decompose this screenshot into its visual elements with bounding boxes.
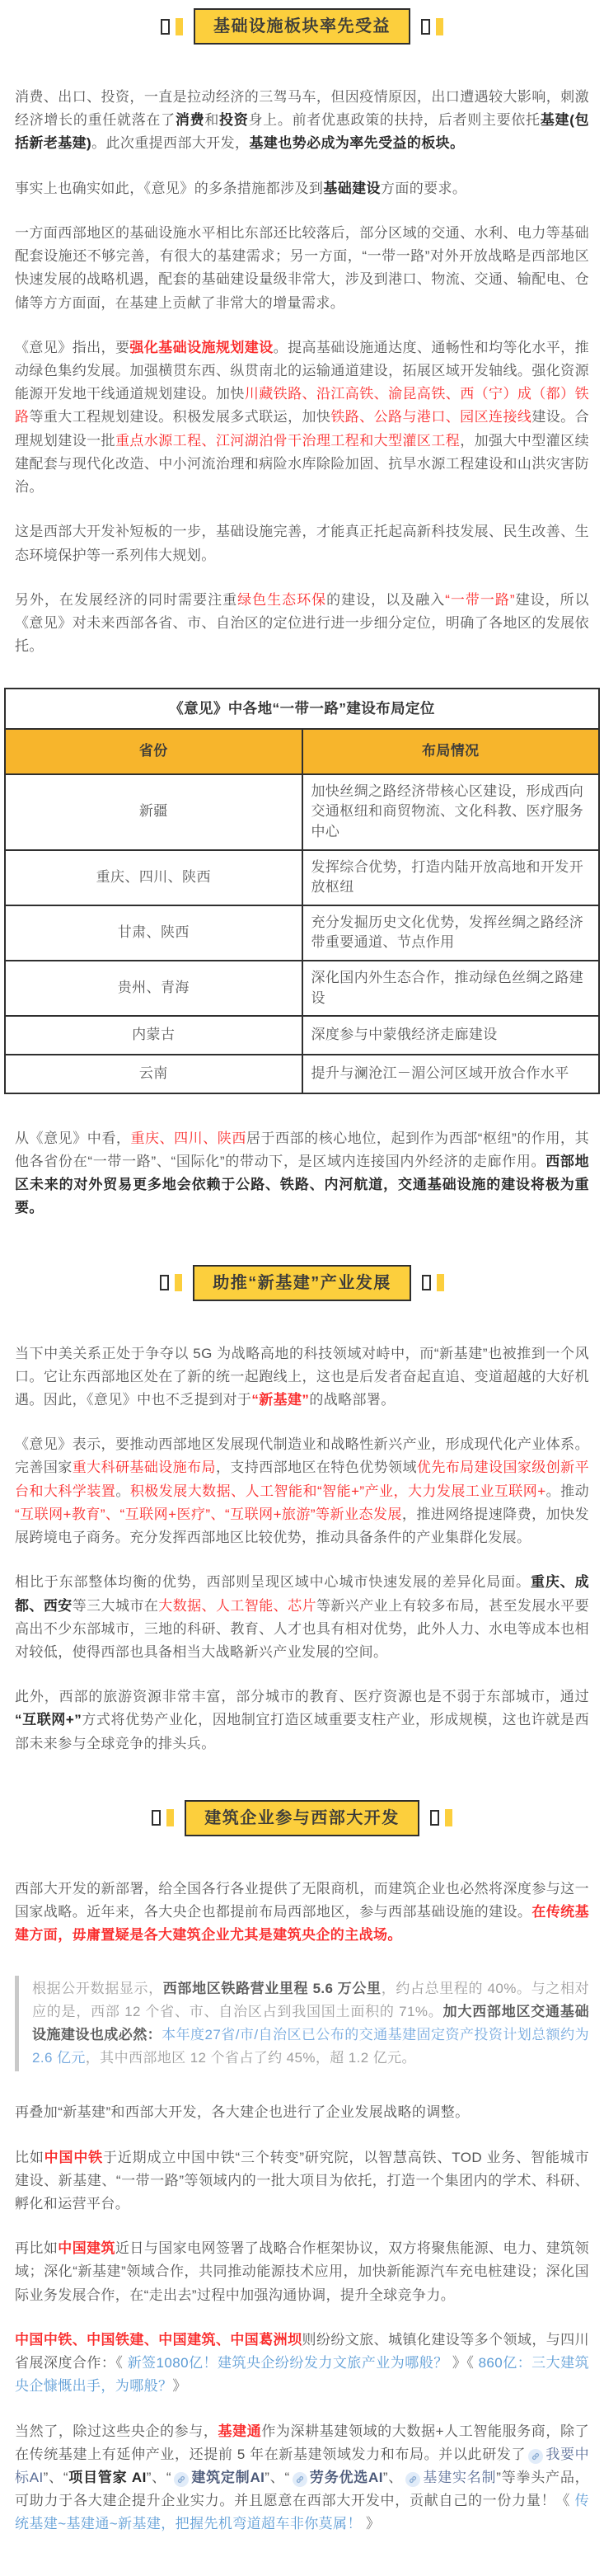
paragraph (15, 177, 589, 200)
text-segment: 绿色生态环保 (237, 591, 327, 608)
text-segment: 铁路、公路与港口、园区连接线 (330, 409, 532, 425)
section-badge: 建筑企业参与西部大开发 (185, 1800, 419, 1836)
paragraph (15, 1433, 589, 1549)
text-segment: ”、 (382, 2470, 404, 2485)
text-segment: 近日与国家电网签署了战略合作框架协议，双方将聚焦能源、电力、建筑领域；深化“新基建”领域合作，共同推动能源技术应用，加快新能源汽车充电桩建设；深化国际业务发展合作，在“走出去”过程中加强沟通协调，提升全球竞争力。 (15, 2240, 589, 2303)
text-segment: 本年度27省/市/自治区已公布的交通基建固定资产投资计划总额约为 2.6 亿元 (32, 2026, 589, 2066)
text-segment: 》 (172, 2378, 187, 2395)
text-segment: 的建设，以及融入 (326, 591, 446, 608)
table-row (5, 905, 599, 961)
layout-desc-cell: 加快丝绸之路经济带核心区建设，形成西向交通枢纽和商贸物流、文化科教、医疗服务中心 (302, 774, 600, 850)
paragraph (15, 520, 589, 566)
text-segment: 再叠加“新基建”和西部大开发，各大建企也进行了企业发展战略的调整。 (15, 2104, 470, 2121)
table-row (5, 961, 599, 1016)
text-segment: 的战略部署。 (309, 1392, 396, 1408)
text-segment: ，约占总里程的 40%。与之相对应的是，西部 12 个省、市、自治区占到我国国土面积的 71%。 (32, 1980, 589, 2019)
text-segment: 西部地区铁路营业里程 5.6 万公里 (162, 1980, 382, 1996)
badge-decor-hollow-bar (421, 19, 430, 35)
paragraph (15, 2420, 589, 2536)
text-segment: 这是西部大开发补短板的一步，基础设施完善，才能真正托起高新科技发展、民生改善、生态环境保护等一系列伟大规划。 (15, 524, 589, 563)
text-segment: 相比于东部整体均衡的优势，西部则呈现区域中心城市快速发展的差异化局面。 (15, 1574, 531, 1591)
paragraph (15, 2146, 589, 2216)
text-segment: 消费、出口、投资，一直是拉动经济的三驾马车，但因疫情原因，出口遭遇较大影响，刺激经济增长的重任就落在了 (15, 89, 589, 129)
text-segment: 建设。合理规划建设一批 (15, 409, 589, 449)
text-segment: 从《意见》中看， (15, 1130, 131, 1146)
section-badge-row (0, 1800, 604, 1836)
text-segment: 重庆、四川、陕西 (130, 1130, 246, 1146)
text-segment: 则纷纷文旅、城镇化建设等多个领域，与四川省展深度合作：《 (15, 2331, 590, 2372)
paragraph (15, 1571, 589, 1664)
text-segment: 居于西部的核心地位，起到作为西部“枢纽”的作用，其他各省份在“一带一路”、“国际化”的带动下，是区域内连接国内外经济的走廊作用。 (15, 1130, 589, 1169)
product-link[interactable]: 建筑定制AI (190, 2470, 265, 2485)
table-header-cell: 省份 (5, 729, 302, 773)
province-cell: 新疆 (5, 774, 302, 850)
text-segment: 重点水源工程、江河湖泊骨干治理工程和大型灌区工程 (115, 432, 461, 449)
text-segment: ”、“ (146, 2470, 171, 2485)
badge-decor-solid-bar (176, 18, 183, 35)
text-segment: 《意见》指出，要 (15, 339, 130, 355)
text-segment: ”、“ (43, 2470, 68, 2485)
text-segment: 基础建设 (323, 180, 381, 196)
paragraph (15, 1127, 589, 1220)
section-badge: 助推“新基建”产业发展 (193, 1265, 411, 1301)
table-row (5, 1016, 599, 1055)
text-segment: 西部地区未来的对外贸易更多地会依赖于公路、铁路、内河航道，交通基础设施的建设将极为重要。 (15, 1153, 589, 1216)
text-segment: “互联网+教育”、“互联网+医疗”、“互联网+旅游”等新业态发展 (15, 1506, 402, 1522)
layout-desc-cell: 发挥综合优势，打造内陆开放高地和开发开放枢纽 (302, 850, 600, 905)
paragraph (15, 589, 589, 659)
text-segment: 再比如 (15, 2240, 59, 2257)
section-badge-row (0, 8, 604, 45)
text-segment: 方面的要求。 (380, 180, 467, 196)
text-segment: 优先布局建设国家级创新平台和大科学装置 (15, 1460, 589, 1499)
badge-decor-hollow-bar (160, 1275, 169, 1290)
text-segment: 基建通 (218, 2423, 262, 2439)
paragraph (15, 336, 589, 500)
text-segment: 另外，在发展经济的同时需要注重 (15, 591, 238, 608)
text-segment: 大数据、人工智能、芯片 (158, 1597, 316, 1614)
link-icon[interactable] (174, 2472, 189, 2487)
badge-decor-hollow-bar (422, 1275, 431, 1290)
province-cell: 云南 (5, 1055, 302, 1093)
text-segment: 建设，所以《意见》对未来西部各省、市、自治区的定位进行进一步细分定位，明确了各地区的发展依托。 (15, 591, 590, 655)
text-segment: 消费 (175, 112, 205, 129)
text-segment: 《意见》表示，要推动西部地区发展现代制造业和战略性新兴产业，形成现代化产业体系。完善国家 (15, 1436, 589, 1476)
text-segment: 。推动 (545, 1483, 590, 1499)
table-row (5, 850, 599, 905)
text-segment: 重庆、成都、西安 (15, 1574, 589, 1614)
text-segment: “一带一路” (445, 591, 515, 608)
text-segment: ，其中西部地区 12 个省占了约 45%，超 1.2 亿元。 (85, 2050, 416, 2066)
layout-desc-cell: 充分发掘历史文化优势，发挥丝绸之路经济带重要通道、节点作用 (302, 905, 600, 961)
text-segment: 根据公开数据显示， (32, 1980, 163, 1996)
badge-decor-solid-bar (436, 18, 443, 35)
text-segment: 等新兴产业上有较多布局，甚至发展水平要高出不少东部城市，三地的科研、教育、人才也具有相对优势，此外人力、水电等成本也相对较低，使得西部也具备相当大战略新兴产业发展的空间。 (15, 1597, 589, 1660)
text-segment: 重大科研基础设施布局 (72, 1460, 216, 1476)
link-icon[interactable] (405, 2472, 420, 2487)
text-segment: 等重大工程规划建设。积极发展多式联运，加快 (29, 409, 331, 425)
text-segment: 。此次重提西部大开发， (91, 135, 250, 152)
section-badge: 基础设施板块率先受益 (194, 8, 410, 45)
text-segment: 基建也势必成为率先受益的板块。 (249, 135, 465, 152)
section-badge-row (0, 1265, 604, 1301)
text-segment: 》《 (447, 2355, 479, 2372)
paragraph (15, 222, 589, 315)
table-row (5, 774, 599, 850)
product-link[interactable]: 我要中标AI (15, 2446, 589, 2485)
text-segment: 。提高基础设施通达度、通畅性和均等化水平，推动绿色集约发展。加强横贯东西、纵贯南北的运输通道建设，拓展区域开发轴线。强化资源能源开发地干线通道规划建设。加快 (15, 339, 590, 402)
table-row (5, 1055, 599, 1093)
product-link[interactable]: 基建实名制 (423, 2470, 497, 2485)
text-segment: ，支持西部地区在特色优势领域 (215, 1460, 417, 1476)
text-segment: 此外，西部的旅游资源非常丰富，部分城市的教育、医疗资源也是不弱于东部城市，通过 (15, 1689, 589, 1705)
badge-decor-hollow-bar (430, 1810, 439, 1826)
text-segment: 中国建筑 (58, 2240, 115, 2257)
text-segment: ，加强大中型灌区续建配套与现代化改造、中小河流治理和病险水库除险加固、抗旱水源工程建设和山洪灾害防治。 (15, 432, 589, 496)
table-header-cell: 布局情况 (302, 729, 600, 773)
text-segment: 方式将优势产业化，因地制宜打造区域重要支柱产业，形成规模，这也许就是西部未来参与全球竞争的排头兵。 (15, 1712, 590, 1751)
text-segment: 当下中美关系正处于争夺以 5G 为战略高地的科技领域对峙中，而“新基建”也被推到一个风口。它让东西部地区处在了新的统一起跑线上，这也是后发者奋起直追、变道超越的大好机遇。因此，《意见》中也不乏提到对于 (15, 1345, 589, 1408)
text-segment: ，推进网络提速降费，加快发展跨境电子商务。充分发挥西部地区比较优势，推动具备条件的产业集群化发展。 (15, 1506, 589, 1546)
paragraph (15, 2237, 589, 2307)
product-link[interactable]: 劳务优选AI (309, 2470, 383, 2485)
badge-decor-solid-bar (175, 1274, 182, 1291)
text-segment: 。 (115, 1483, 130, 1499)
province-cell: 内蒙古 (5, 1016, 302, 1055)
badge-decor-solid-bar (437, 1274, 444, 1291)
related-article-link[interactable]: 新签1080亿！建筑央企纷纷发力文旅产业为哪般？ (127, 2355, 448, 2372)
paragraph (15, 1685, 589, 1756)
badge-decor-hollow-bar (161, 19, 170, 35)
province-cell: 贵州、青海 (5, 961, 302, 1016)
link-icon[interactable] (528, 2449, 543, 2464)
text-segment: 作为深耕基建领域的大数据+人工智能服务商，除了在传统基建上有延伸产业，还提前 5 年在新基建领域发力和布局。并以此研发了 (15, 2423, 589, 2462)
blockquote (15, 1976, 589, 2072)
province-cell: 重庆、四川、陕西 (5, 850, 302, 905)
text-segment: 项目管家 AI (68, 2470, 147, 2485)
text-segment: 等三大城市在 (72, 1597, 159, 1614)
paragraph (15, 2329, 589, 2399)
text-segment: 强化基础设施规划建设 (129, 339, 274, 355)
text-segment: 中国中铁、中国铁建、中国建筑、中国葛洲坝 (15, 2331, 302, 2348)
text-segment: 一方面西部地区的基础设施水平相比东部还比较落后，部分区域的交通、水利、电力等基础配套设施还不够完善，有很大的基建需求；另一方面，“一带一路”对外开放战略是西部地区快速发展的战略机遇，配套的基础建设量级非常大，涉及到港口、物流、交通、输配电、仓储等方方面面，在基建上贡献了非常大的增量需求。 (15, 224, 589, 311)
text-segment: 身上。前者优惠政策的扶持，后者则主要依托 (248, 112, 541, 129)
text-segment: 于近期成立中国中铁“三个转变”研究院，以智慧高铁、TOD 业务、智能城市建设、新基建、“一带一路”等领域内的一批大项目为依托，打造一个集团内的学术、科研、孵化和运营平台。 (15, 2149, 589, 2212)
text-segment: ”、“ (265, 2470, 290, 2485)
text-segment: 中国中铁 (44, 2149, 104, 2165)
text-segment: 事实上也确实如此，《意见》的多条措施都涉及到 (15, 180, 324, 196)
text-segment: 加大西部地区交通基础设施建设也成必然： (32, 2003, 590, 2042)
text-segment: 基建(包括新老基建) (15, 112, 589, 152)
text-segment: 当然了，除过这些央企的参与， (15, 2423, 218, 2439)
province-cell: 甘肃、陕西 (5, 905, 302, 961)
layout-desc-cell: 提升与澜沧江－湄公河区域开放合作水平 (302, 1055, 600, 1093)
paragraph (15, 2101, 589, 2124)
layout-desc-cell: 深化国内外生态合作，推动绿色丝绸之路建设 (302, 961, 600, 1016)
text-segment: “新基建” (251, 1392, 310, 1408)
paragraph (15, 86, 589, 156)
badge-decor-hollow-bar (152, 1810, 161, 1826)
paragraph (15, 1342, 589, 1413)
text-segment: 》 (361, 2516, 381, 2532)
table-title: 《意见》中各地“一带一路”建设布局定位 (5, 689, 599, 729)
text-segment: 在传统基建方面，毋庸置疑是各大建筑企业尤其是建筑央企的主战场。 (15, 1904, 589, 1944)
related-article-link[interactable]: 860亿：三大建筑央企慷慨出手，为哪般？ (15, 2355, 590, 2395)
text-segment: 和 (204, 112, 220, 129)
badge-decor-solid-bar (166, 1809, 174, 1826)
text-segment: “互联网+” (15, 1712, 82, 1728)
text-segment: 投资 (219, 112, 249, 129)
badge-decor-solid-bar (445, 1809, 452, 1826)
text-segment: 积极发展大数据、人工智能和“智能+”产业，大力发展工业互联网+ (129, 1483, 546, 1499)
text-segment: ”等拳头产品，可助力于各大建企提升企业实力。并且愿意在西部大开发中，贡献自己的一份力量！《 (15, 2470, 590, 2509)
layout-desc-cell: 深度参与中蒙俄经济走廊建设 (302, 1016, 600, 1055)
text-segment: 比如 (15, 2149, 44, 2165)
paragraph (15, 1878, 589, 1948)
belt-road-layout-table (4, 688, 600, 1093)
related-article-link[interactable]: 传统基建~基建通~新基建，把握先机弯道超车非你莫属！ (15, 2493, 589, 2532)
text-segment: 川藏铁路、沿江高铁、渝昆高铁、西（宁）成（都）铁路 (15, 386, 589, 425)
text-segment: 西部大开发的新部署，给全国各行各业提供了无限商机，而建筑企业也必然将深度参与这一国家战略。近年来，各大央企也都提前布局西部地区，参与西部基础设施的建设。 (15, 1880, 589, 1920)
link-icon[interactable] (293, 2472, 307, 2487)
